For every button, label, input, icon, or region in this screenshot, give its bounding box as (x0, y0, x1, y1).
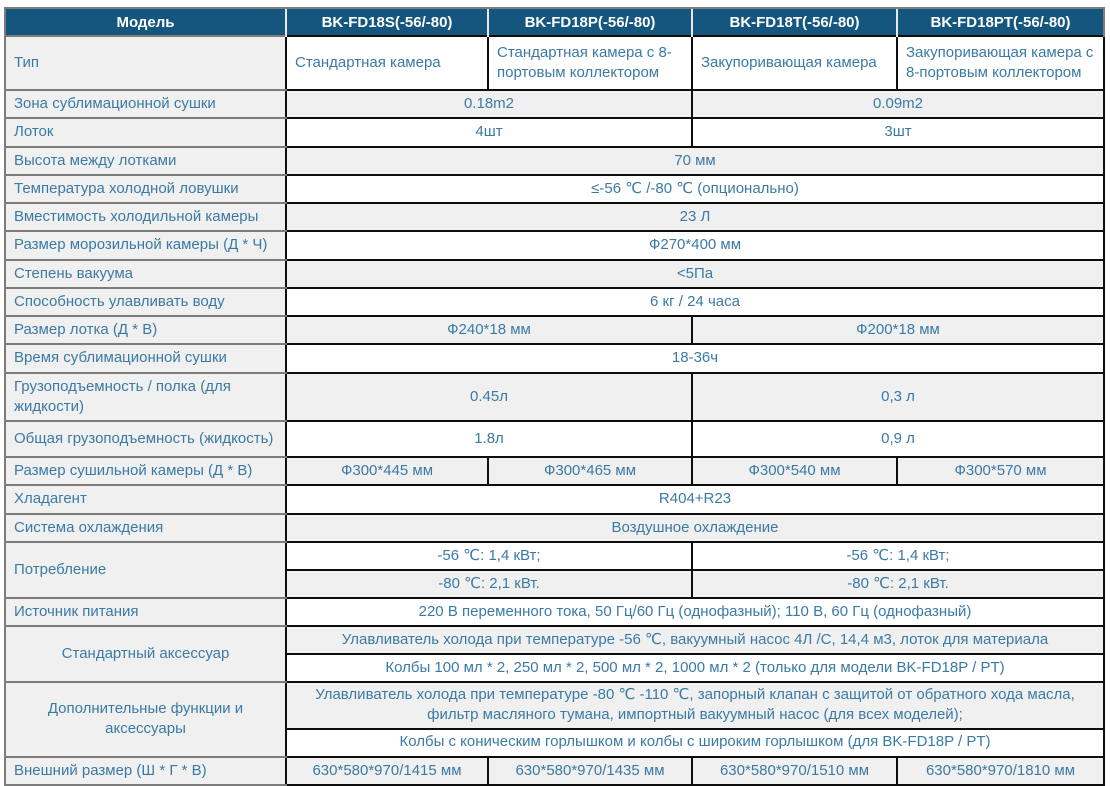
label-power-supply: Источник питания (5, 598, 286, 626)
value-tray-count-2: 3шт (692, 118, 1104, 146)
value-freezer-size: Ф270*400 мм (286, 231, 1104, 259)
row-capacity-per-shelf (5, 373, 1104, 422)
label-freeze-dry-area: Зона сублимационной сушки (5, 90, 286, 118)
value-external-size-fd18t: 630*580*970/1510 мм (692, 757, 897, 785)
row-type (5, 36, 1104, 90)
row-fridge-capacity (5, 203, 1104, 231)
value-external-size-fd18pt: 630*580*970/1810 мм (897, 757, 1104, 785)
row-total-capacity (5, 421, 1104, 457)
value-capacity-per-shelf-2: 0,3 л (692, 373, 1104, 422)
label-cold-trap-temp: Температура холодной ловушки (5, 175, 286, 203)
column-header-bk-fd18t: BK-FD18T(-56/-80) (692, 8, 897, 36)
value-cooling-system: Воздушное охлаждение (286, 514, 1104, 542)
value-consumption-80-1: -80 ℃: 2,1 кВт. (286, 570, 692, 598)
label-drying-time: Время сублимационной сушки (5, 344, 286, 372)
label-water-capture: Способность улавливать воду (5, 288, 286, 316)
value-vacuum-degree: <5Па (286, 260, 1104, 288)
row-water-capture (5, 288, 1104, 316)
label-external-size: Внешний размер (Ш * Г * В) (5, 757, 286, 785)
label-fridge-capacity: Вместимость холодильной камеры (5, 203, 286, 231)
row-power-supply (5, 598, 1104, 626)
column-header-bk-fd18pt: BK-FD18PT(-56/-80) (897, 8, 1104, 36)
row-tray-height (5, 147, 1104, 175)
value-tray-count-1: 4шт (286, 118, 692, 146)
row-optional-accessory-1 (5, 682, 1104, 729)
label-drying-chamber-size: Размер сушильной камеры (Д * В) (5, 457, 286, 485)
value-type-fd18t: Закупоривающая камера (692, 36, 897, 90)
value-drying-chamber-fd18pt: Ф300*570 мм (897, 457, 1104, 485)
label-vacuum-degree: Степень вакуума (5, 260, 286, 288)
value-optional-accessory-2: Колбы с коническим горлышком и колбы с широким горлышком (для BK-FD18P / PT) (286, 729, 1104, 757)
row-standard-accessory-1 (5, 626, 1104, 654)
label-standard-accessory: Стандартный аксессуар (5, 626, 286, 682)
value-external-size-fd18p: 630*580*970/1435 мм (488, 757, 692, 785)
value-standard-accessory-1: Улавливатель холода при температуре -56 ℃, вакуумный насос 4Л /С, 14,4 м3, лоток для материала (286, 626, 1104, 654)
value-standard-accessory-2: Колбы 100 мл * 2, 250 мл * 2, 500 мл * 2, 1000 мл * 2 (только для модели BK-FD18P / PT) (286, 654, 1104, 682)
value-total-capacity-1: 1.8л (286, 421, 692, 457)
column-header-bk-fd18s: BK-FD18S(-56/-80) (286, 8, 488, 36)
value-consumption-56-2: -56 ℃: 1,4 кВт; (692, 542, 1104, 570)
label-capacity-per-shelf: Грузоподъемность / полка (для жидкости) (5, 373, 286, 422)
row-refrigerant (5, 485, 1104, 513)
label-tray-size: Размер лотка (Д * В) (5, 316, 286, 344)
label-type: Тип (5, 36, 286, 90)
row-external-size (5, 757, 1104, 785)
label-freezer-size: Размер морозильной камеры (Д * Ч) (5, 231, 286, 259)
row-cold-trap-temp (5, 175, 1104, 203)
value-consumption-80-2: -80 ℃: 2,1 кВт. (692, 570, 1104, 598)
label-refrigerant: Хладагент (5, 485, 286, 513)
value-drying-time: 18-36ч (286, 344, 1104, 372)
row-tray-count (5, 118, 1104, 146)
row-consumption-56 (5, 542, 1104, 570)
value-refrigerant: R404+R23 (286, 485, 1104, 513)
value-type-fd18p: Стандартная камера с 8-портовым коллектором (488, 36, 692, 90)
value-water-capture: 6 кг / 24 часа (286, 288, 1104, 316)
row-drying-time (5, 344, 1104, 372)
value-external-size-fd18s: 630*580*970/1415 мм (286, 757, 488, 785)
value-power-supply: 220 В переменного тока, 50 Гц/60 Гц (однофазный); 110 В, 60 Гц (однофазный) (286, 598, 1104, 626)
row-vacuum-degree (5, 260, 1104, 288)
label-tray-count: Лоток (5, 118, 286, 146)
value-optional-accessory-1: Улавливатель холода при температуре -80 ℃ -110 ℃, запорный клапан с защитой от обратного хода масла, фильтр масляного тумана, импортный вакуумный насос (для всех моделей); (286, 682, 1104, 729)
label-optional-accessory: Дополнительные функции и аксессуары (5, 682, 286, 757)
row-tray-size (5, 316, 1104, 344)
value-cold-trap-temp: ≤-56 ℃ /-80 ℃ (опционально) (286, 175, 1104, 203)
row-drying-chamber-size (5, 457, 1104, 485)
value-drying-chamber-fd18s: Ф300*445 мм (286, 457, 488, 485)
value-tray-size-2: Ф200*18 мм (692, 316, 1104, 344)
label-cooling-system: Система охлаждения (5, 514, 286, 542)
value-fridge-capacity: 23 Л (286, 203, 1104, 231)
row-cooling-system (5, 514, 1104, 542)
freeze-dryer-spec-table (4, 7, 1105, 786)
column-header-model: Модель (5, 8, 286, 36)
value-drying-chamber-fd18t: Ф300*540 мм (692, 457, 897, 485)
value-tray-height: 70 мм (286, 147, 1104, 175)
value-type-fd18s: Стандартная камера (286, 36, 488, 90)
row-freeze-dry-area (5, 90, 1104, 118)
label-total-capacity: Общая грузоподъемность (жидкость) (5, 421, 286, 457)
value-type-fd18pt: Закупоривающая камера с 8-портовым коллектором (897, 36, 1104, 90)
value-drying-chamber-fd18p: Ф300*465 мм (488, 457, 692, 485)
value-tray-size-1: Ф240*18 мм (286, 316, 692, 344)
row-freezer-size (5, 231, 1104, 259)
label-consumption: Потребление (5, 542, 286, 598)
value-capacity-per-shelf-1: 0.45л (286, 373, 692, 422)
value-freeze-dry-area-2: 0.09m2 (692, 90, 1104, 118)
value-freeze-dry-area-1: 0.18m2 (286, 90, 692, 118)
value-consumption-56-1: -56 ℃: 1,4 кВт; (286, 542, 692, 570)
table-header-row (5, 8, 1104, 36)
label-tray-height: Высота между лотками (5, 147, 286, 175)
spec-table-container (4, 7, 1106, 786)
column-header-bk-fd18p: BK-FD18P(-56/-80) (488, 8, 692, 36)
value-total-capacity-2: 0,9 л (692, 421, 1104, 457)
